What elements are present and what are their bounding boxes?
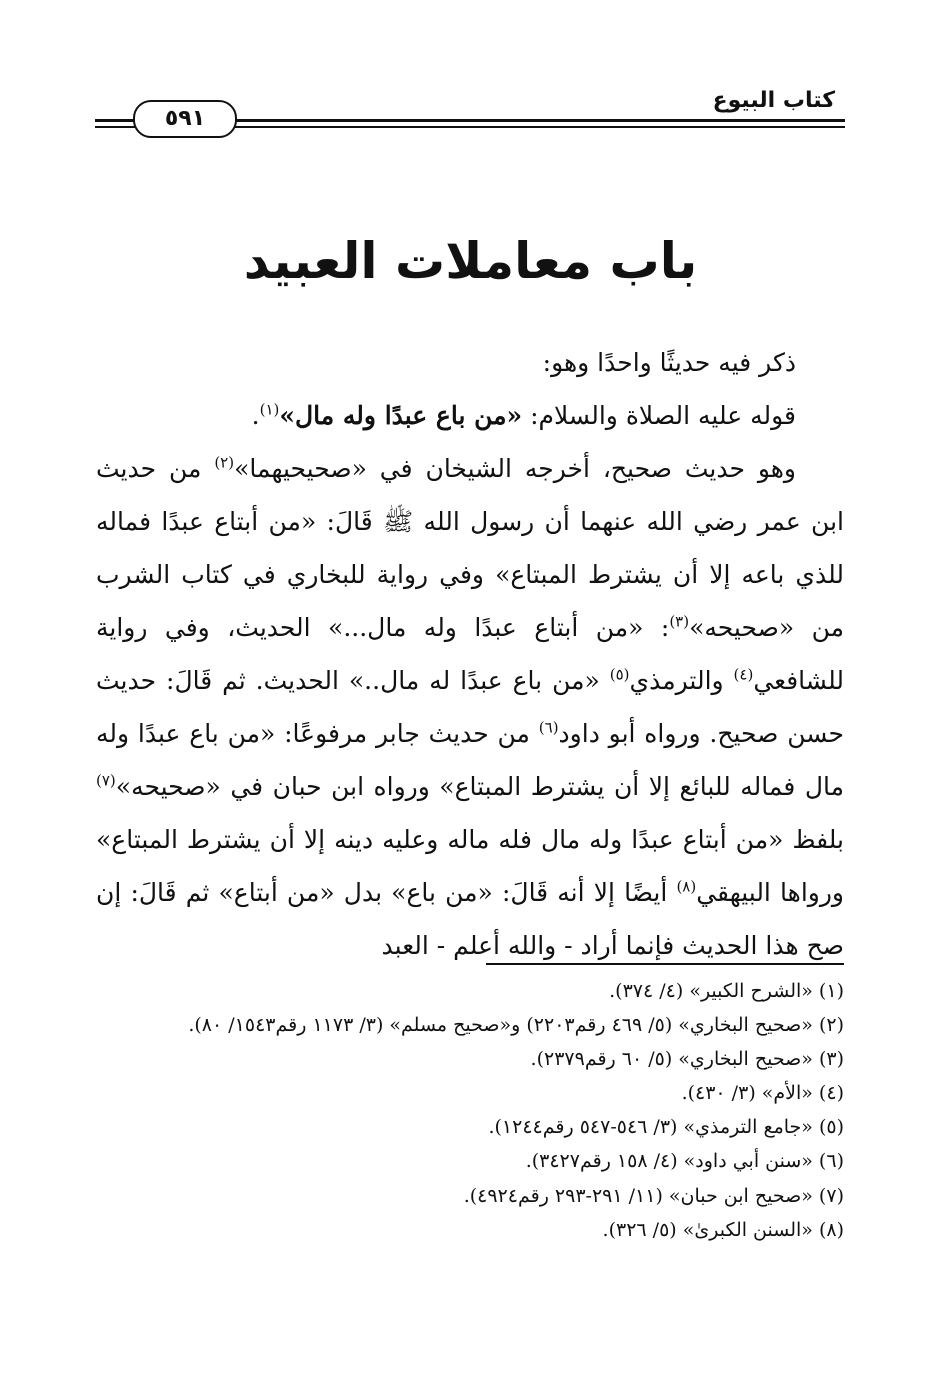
text-run: قوله عليه الصلاة والسلام: [522,401,796,430]
footnote: (٣) «صحيح البخاري» (٥/ ٦٠ رقم٢٣٧٩). [530,1048,844,1071]
footnote-ref: (١) [259,400,280,419]
footnotes [96,976,844,1249]
text-run: بلفظ «من أبتاع عبدًا وله مال فله ماله وعليه دينه إلا أن يشترط المبتاع» ورواها البيهقي [96,825,844,907]
page-number: ٥٩١ [133,100,237,138]
paragraph-takhrij [96,442,844,972]
footnote-ref: (٢) [214,453,235,472]
text-run: من حديث جابر مرفوعًا: «من باع عبدًا وله مال فماله للبائع إلا أن يشترط المبتاع» ورواه ابن حبان في «صحيحه» [96,719,844,801]
chapter-title: باب معاملات العبيد [243,232,698,290]
text-run: : «من أبتاع عبدًا وله مال...» الحديث، وفي رواية للشافعي [96,613,844,695]
footnote: (٦) «سنن أبي داود» (٤/ ١٥٨ رقم٣٤٢٧). [525,1150,844,1173]
footnote: (٤) «الأم» (٣/ ٤٣٠). [681,1082,844,1105]
text-run: وهو حديث صحيح، أخرجه الشيخان في «صحيحيهما» [234,454,796,483]
footnote: (٨) «السنن الكبرىٰ» (٥/ ٣٢٦). [602,1218,844,1241]
footnote-separator [486,963,844,965]
footnote: (٥) «جامع الترمذي» (٣/ ٥٤٦-٥٤٧ رقم١٢٤٤). [488,1116,844,1139]
footnote-ref: (٤) [733,665,754,684]
footnote-ref: (٧) [96,771,116,790]
paragraph-intro: ذكر فيه حديثًا واحدًا وهو: [542,348,796,377]
main-text [96,336,844,972]
footnote: (١) «الشرح الكبير» (٤/ ٣٧٤). [609,980,844,1002]
footnote: (٢) «صحيح البخاري» (٥/ ٤٦٩ رقم٢٢٠٣) و«صحيح مسلم» (٣/ ١١٧٣ رقم١٥٤٣/ ٨٠). [188,1014,844,1037]
paragraph-hadith [96,389,844,442]
footnote-ref: (٥) [609,665,630,684]
footnote-ref: (٨) [676,877,697,896]
footnote: (٧) «صحيح ابن حبان» (١١/ ٢٩١-٢٩٣ رقم٤٩٢٤). [463,1184,844,1207]
hadith-quote: «من باع عبدًا وله مال» [279,401,523,430]
text-run: أيضًا إلا أنه قَالَ: «من باع» بدل «من أبتاع» ثم قَالَ: إن صح هذا الحديث فإنما أراد - والله أعلم - العبد [96,878,844,960]
text-run: «من باع عبدًا له مال..» الحديث. ثم قَالَ: حديث حسن صحيح. ورواه أبو داود [96,666,844,748]
footnote-ref: (٦) [538,718,559,737]
text-run: من حديث ابن عمر رضي الله عنهما أن رسول الله ﷺ قَالَ: «من أبتاع عبدًا فماله للذي باعه إلا أن يشترط المبتاع» وفي رواية للبخاري في كتاب الشرب من «صحيحه» [96,454,844,642]
text-run: . [251,401,260,430]
running-title: كتاب البيوع [712,88,835,113]
running-header [95,88,845,138]
footnote-ref: (٣) [669,612,690,631]
text-run: والترمذي [629,666,734,695]
